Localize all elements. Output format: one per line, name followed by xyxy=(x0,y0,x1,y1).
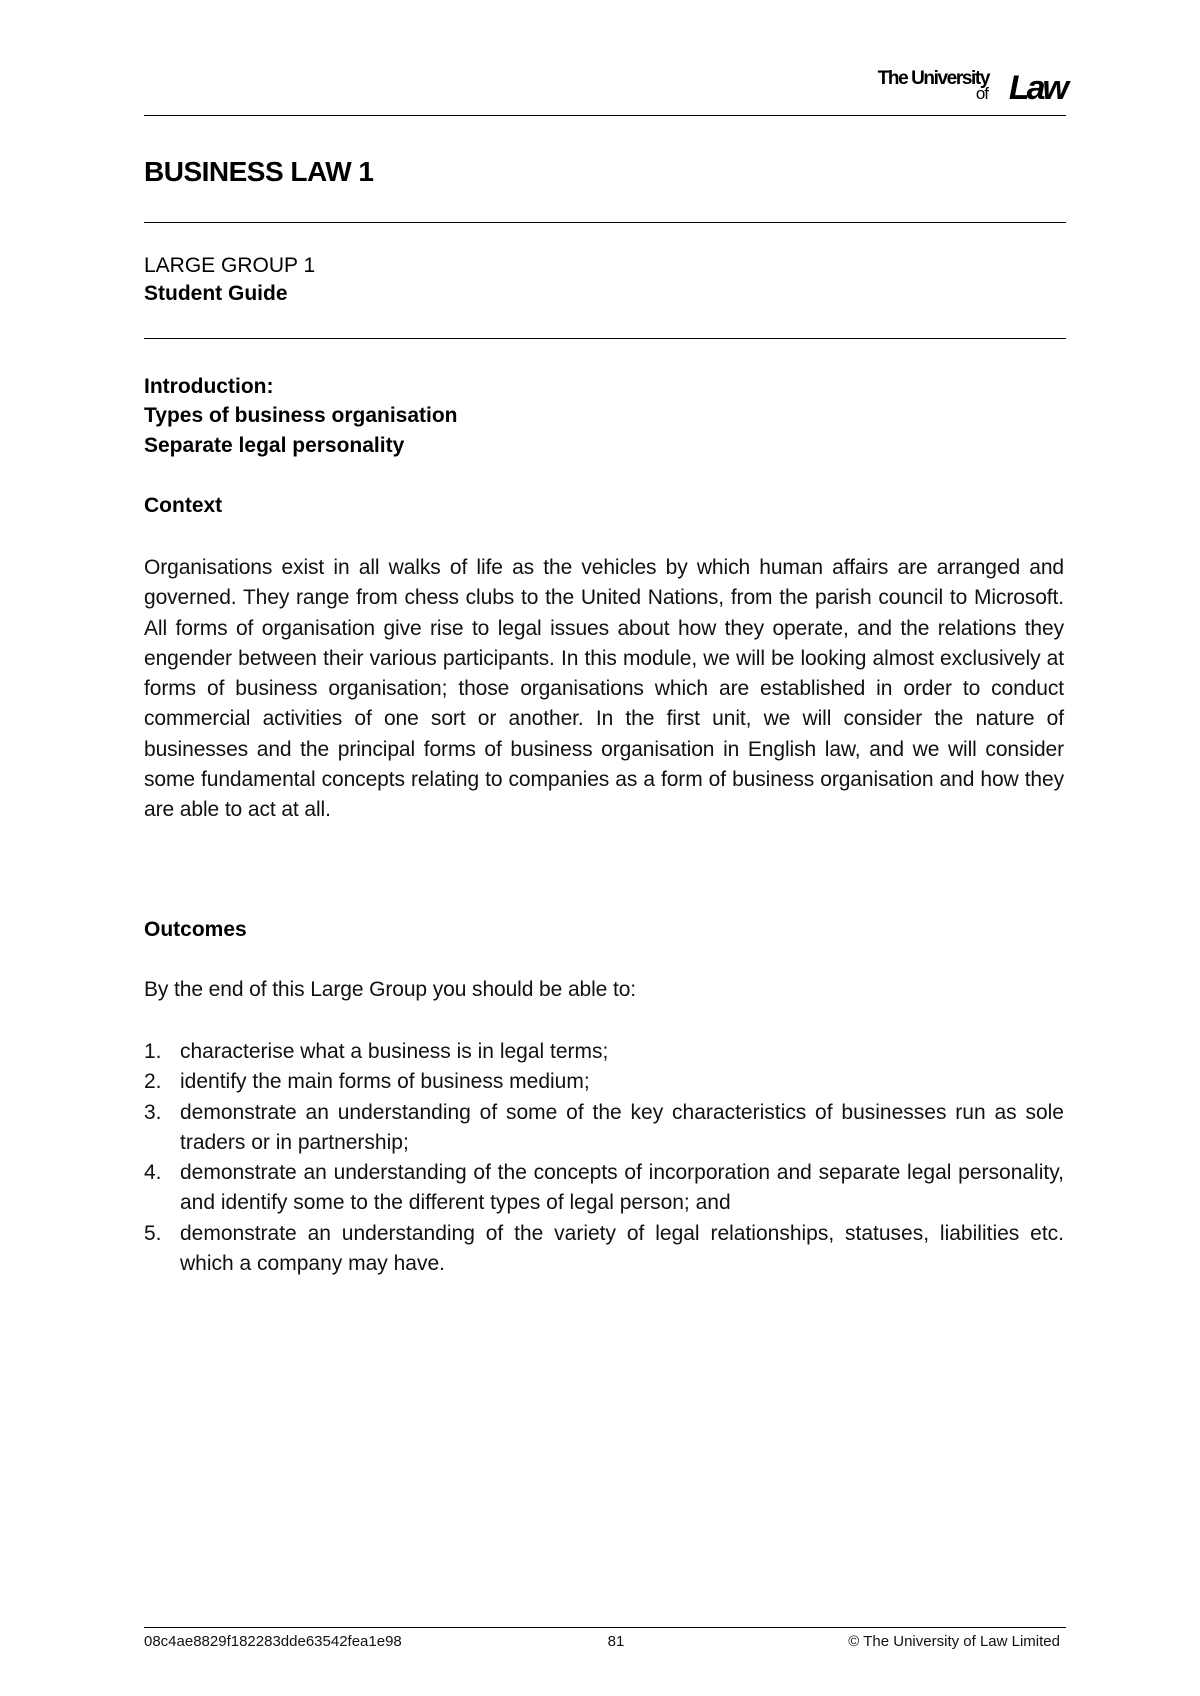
university-of-law-logo xyxy=(856,66,1066,106)
document-title: BUSINESS LAW 1 xyxy=(144,156,374,187)
intro-heading: Introduction: xyxy=(144,375,274,398)
list-item-text: demonstrate an understanding of some of the key characteristics of businesses run as sole traders or in partnership; xyxy=(180,1100,1064,1154)
header-divider xyxy=(144,115,1066,116)
title-divider xyxy=(144,222,1066,223)
subhead-divider xyxy=(144,338,1066,339)
footer-document-id: 08c4ae8829f182283dde63542fea1e98 xyxy=(144,1633,402,1650)
outcomes-list xyxy=(144,1037,1064,1279)
footer-copyright: © The University of Law Limited xyxy=(848,1633,1060,1650)
list-item xyxy=(144,1219,1064,1280)
topic-separate-legal-personality: Separate legal personality xyxy=(144,434,405,457)
footer-divider xyxy=(144,1627,1066,1628)
list-item-text: demonstrate an understanding of the concepts of incorporation and separate legal personality, and identify some to the different types of legal person; and xyxy=(180,1161,1064,1215)
footer-page-number: 81 xyxy=(607,1633,625,1650)
list-item xyxy=(144,1037,1064,1067)
list-item xyxy=(144,1067,1064,1097)
outcomes-heading: Outcomes xyxy=(144,918,247,941)
topic-types-of-business: Types of business organisation xyxy=(144,404,458,427)
context-paragraph: Organisations exist in all walks of life as the vehicles by which human affairs are arranged and governed. They range from chess clubs to the United Nations, from the parish council to Microsoft. All forms of organisation give rise to legal issues about how they operate, and the relations they engender between their various participants. In this module, we will be looking almost exclusively at forms of business organisation; those organisations which are established in order to conduct commercial activities of one sort or another. In the first unit, we will consider the nature of businesses and the principal forms of business organisation in English law, and we will consider some fundamental concepts relating to companies as a form of business organisation and how they are able to act at all. xyxy=(144,556,1064,822)
logo-of-text: of xyxy=(975,84,988,103)
list-item xyxy=(144,1158,1064,1219)
large-group-label: LARGE GROUP 1 xyxy=(144,254,316,277)
list-item-text: demonstrate an understanding of the variety of legal relationships, statuses, liabilities etc. which a company may have. xyxy=(180,1221,1064,1276)
outcomes-intro: By the end of this Large Group you should be able to: xyxy=(144,978,637,1001)
student-guide-label: Student Guide xyxy=(144,282,288,305)
list-item-number: 2. xyxy=(144,1070,162,1094)
list-item-text: identify the main forms of business medium; xyxy=(180,1070,590,1094)
list-item-number: 3. xyxy=(144,1100,162,1124)
logo-the-university-text: The University xyxy=(877,68,989,89)
logo-law-text: Law xyxy=(1008,69,1066,107)
list-item-text: characterise what a business is in legal terms; xyxy=(180,1040,609,1063)
list-item-number: 1. xyxy=(144,1040,162,1063)
list-item-number: 5. xyxy=(144,1221,162,1245)
context-heading: Context xyxy=(144,494,223,517)
list-item xyxy=(144,1098,1064,1159)
list-item-number: 4. xyxy=(144,1161,162,1185)
